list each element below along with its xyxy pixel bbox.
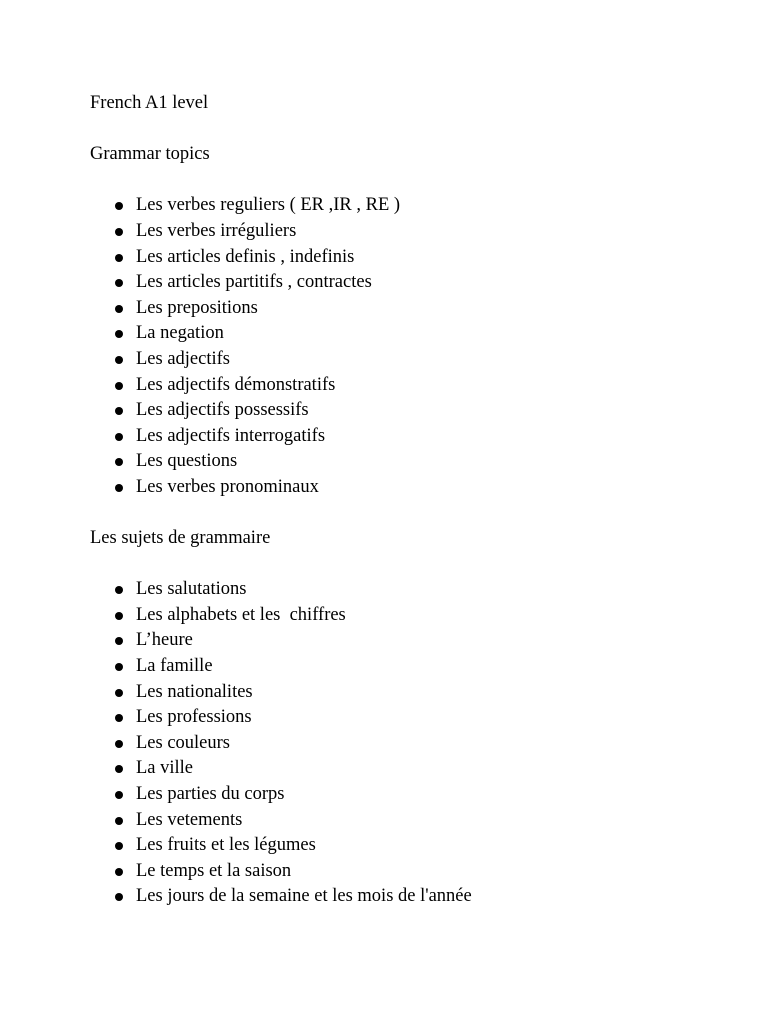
list-item-label: Les parties du corps	[136, 784, 285, 805]
bullet-icon	[115, 407, 123, 415]
list-item	[90, 424, 690, 450]
list-item-label: Les verbes irréguliers	[136, 220, 297, 241]
list-item	[90, 603, 690, 629]
list-item-label: Les articles partitifs , contractes	[136, 272, 372, 293]
list-item-label: L’heure	[136, 630, 193, 651]
list-item-label: Les adjectifs démonstratifs	[136, 374, 336, 395]
list-item	[90, 859, 690, 885]
list-item	[90, 321, 690, 347]
section-heading: Les sujets de grammaire	[90, 528, 271, 549]
list-item-label: Les couleurs	[136, 732, 231, 753]
list-item-label: Les salutations	[136, 579, 247, 600]
bullet-icon	[115, 893, 123, 901]
bullet-icon	[115, 637, 123, 645]
document-title: French A1 level	[90, 93, 209, 113]
grammar-subjects-list	[90, 577, 690, 910]
list-item	[90, 245, 690, 271]
list-item-label: Les questions	[136, 451, 238, 472]
bullet-icon	[115, 689, 123, 697]
bullet-icon	[115, 228, 123, 236]
list-item	[90, 270, 690, 296]
list-item-label: La negation	[136, 323, 224, 344]
list-item	[90, 577, 690, 603]
list-item-label: Les prepositions	[136, 297, 258, 318]
list-item-label: Les adjectifs	[136, 348, 230, 369]
bullet-icon	[115, 484, 123, 492]
bullet-icon	[115, 433, 123, 441]
bullet-icon	[115, 202, 123, 210]
list-item	[90, 756, 690, 782]
list-item	[90, 219, 690, 245]
document-body	[90, 91, 690, 936]
section-heading: Grammar topics	[90, 144, 210, 165]
list-item-label: La famille	[136, 656, 213, 677]
list-item	[90, 884, 690, 910]
list-item-label: Les fruits et les légumes	[136, 835, 316, 856]
list-item-label: Les adjectifs possessifs	[136, 400, 309, 421]
bullet-icon	[115, 382, 123, 390]
list-item-label: Les articles definis , indefinis	[136, 246, 355, 267]
list-item	[90, 347, 690, 373]
list-item	[90, 449, 690, 475]
bullet-icon	[115, 612, 123, 620]
bullet-icon	[115, 330, 123, 338]
list-item-label: Les verbes reguliers ( ER ,IR , RE )	[136, 195, 401, 216]
bullet-icon	[115, 279, 123, 287]
list-item	[90, 833, 690, 859]
list-item	[90, 373, 690, 399]
bullet-icon	[115, 817, 123, 825]
bullet-icon	[115, 791, 123, 799]
list-item-label: Les jours de la semaine et les mois de l'année	[136, 886, 472, 907]
bullet-icon	[115, 254, 123, 262]
bullet-icon	[115, 714, 123, 722]
list-item-label: Les alphabets et les chiffres	[136, 604, 346, 625]
bullet-icon	[115, 586, 123, 594]
list-item	[90, 398, 690, 424]
list-item	[90, 731, 690, 757]
list-item-label: Les nationalites	[136, 681, 253, 702]
list-item-label: Les professions	[136, 707, 252, 728]
list-item	[90, 475, 690, 501]
list-item-label: Les adjectifs interrogatifs	[136, 425, 326, 446]
list-item-label: Les vetements	[136, 809, 243, 830]
list-item	[90, 808, 690, 834]
grammar-topics-list	[90, 193, 690, 500]
bullet-icon	[115, 458, 123, 466]
bullet-icon	[115, 765, 123, 773]
list-item-label: La ville	[136, 758, 194, 779]
list-item-label: Le temps et la saison	[136, 860, 292, 881]
bullet-icon	[115, 356, 123, 364]
list-item-label: Les verbes pronominaux	[136, 476, 319, 497]
list-item	[90, 782, 690, 808]
bullet-icon	[115, 842, 123, 850]
bullet-icon	[115, 740, 123, 748]
list-item	[90, 705, 690, 731]
bullet-icon	[115, 305, 123, 313]
list-item	[90, 296, 690, 322]
bullet-icon	[115, 663, 123, 671]
list-item	[90, 628, 690, 654]
bullet-icon	[115, 868, 123, 876]
list-item	[90, 654, 690, 680]
list-item	[90, 193, 690, 219]
list-item	[90, 680, 690, 706]
